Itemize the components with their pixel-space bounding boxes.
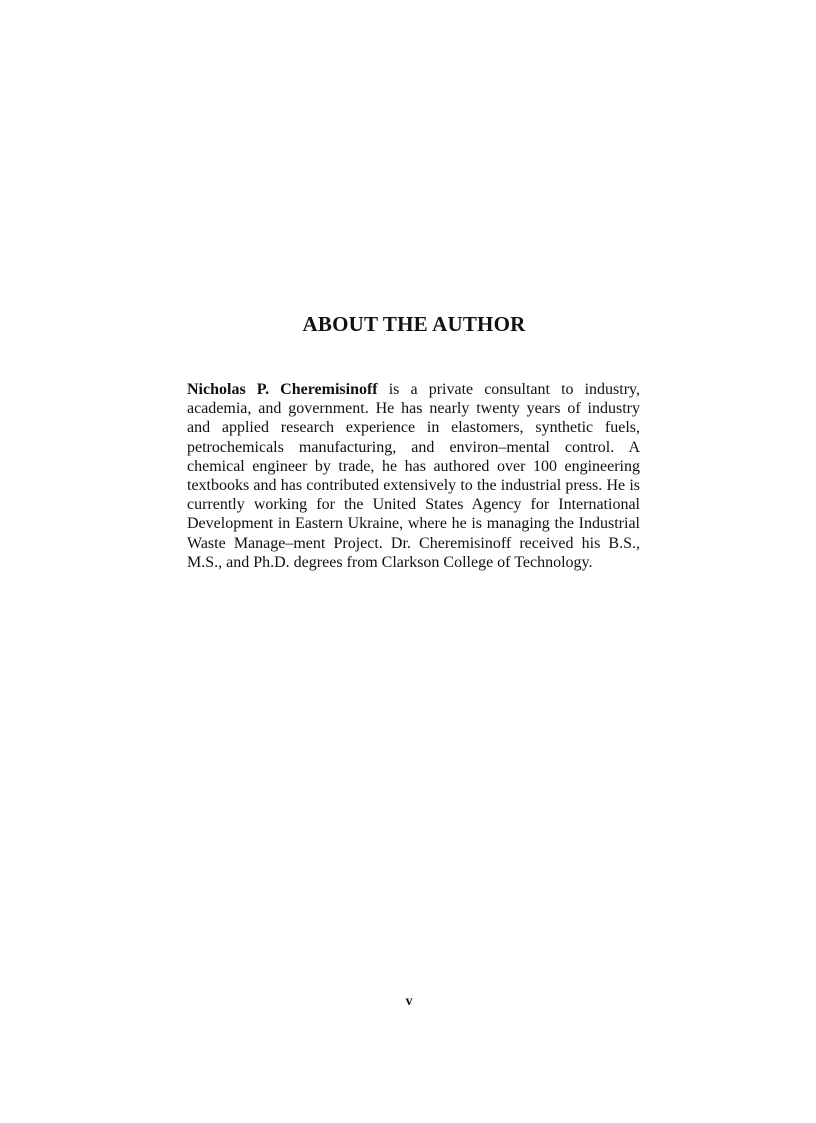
page-heading: ABOUT THE AUTHOR: [302, 312, 526, 336]
author-name: Nicholas P. Cheremisinoff: [187, 381, 378, 398]
author-bio-paragraph: [187, 380, 640, 572]
author-bio-text: is a private consultant to industry, academia, and government. He has nearly twenty years of industry and applied research experience in elastomers, synthetic fuels, petrochemicals manufacturing, and environ–mental control. A chemical engineer by trade, he has authored over 100 engineering textbooks and has contributed extensively to the industrial press. He is currently working for the United States Agency for International Development in Eastern Ukraine, where he is managing the Industrial Waste Manage–ment Project. Dr. Cheremisinoff received his B.S., M.S., and Ph.D. degrees from Clarkson College of Technology.: [187, 381, 641, 571]
page-number: v: [405, 994, 413, 1009]
